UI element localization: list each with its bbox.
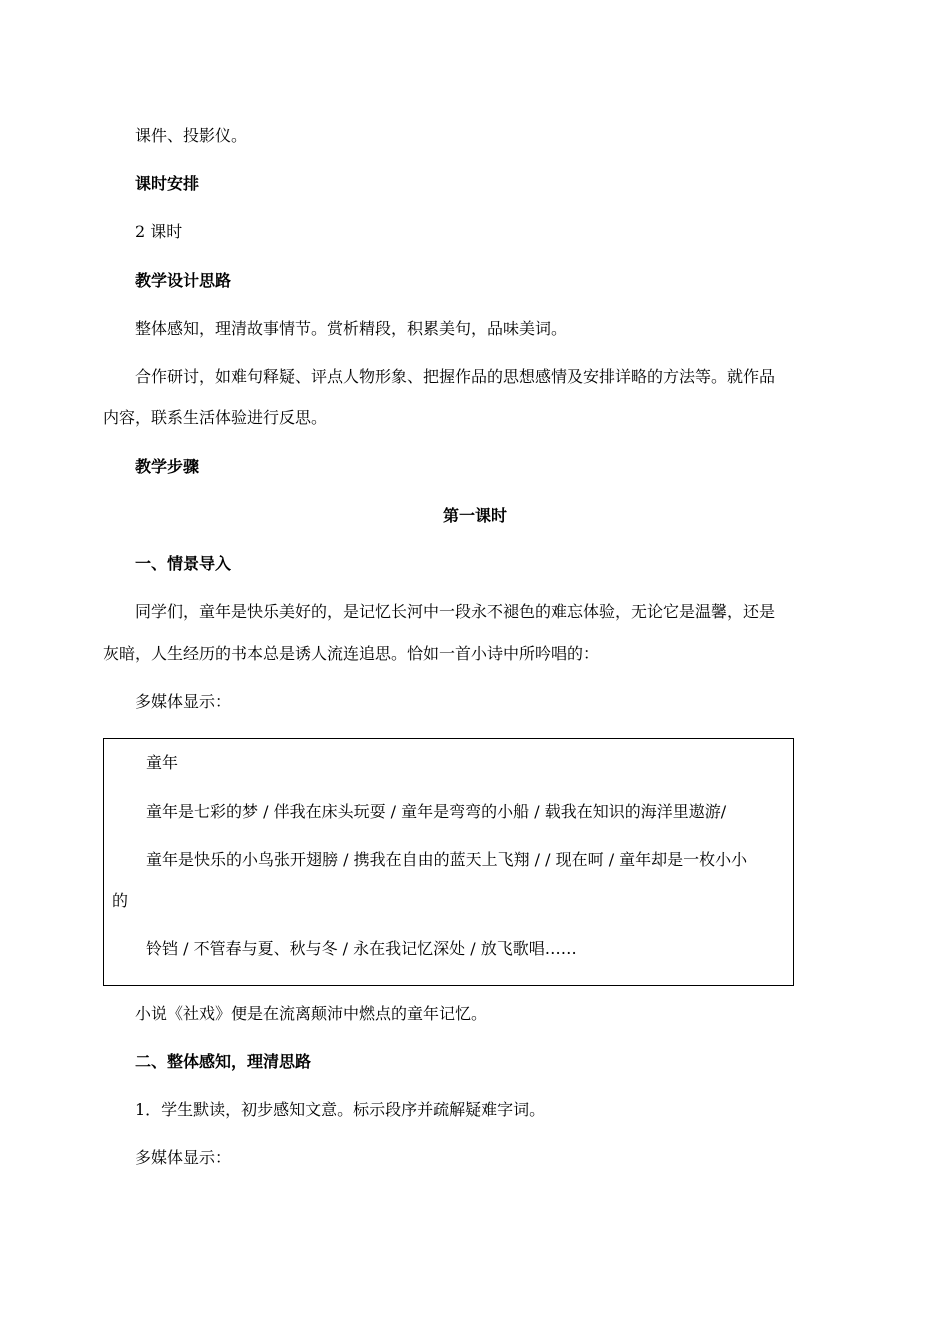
- paragraph-media-1: 多媒体显示：: [135, 692, 232, 711]
- poem-line-1: 童年是七彩的梦 / 伴我在床头玩耍 / 童年是弯弯的小船 / 载我在知识的海洋里遨游/: [146, 802, 727, 821]
- poem-line-2-wrap: 的: [112, 891, 129, 910]
- poem-line-2: 童年是快乐的小鸟张开翅膀 / 携我在自由的蓝天上飞翔 / / 现在呵 / 童年却是一枚小小: [146, 850, 748, 869]
- paragraph-step-1: 1．学生默读，初步感知文意。标示段序并疏解疑难字词。: [135, 1100, 546, 1119]
- heading-design: 教学设计思路: [135, 271, 232, 290]
- paragraph-design-2-line-1: 合作研讨，如难句释疑、评点人物形象、把握作品的思想感情及安排详略的方法等。就作品: [135, 367, 776, 386]
- paragraph-design-2-line-2: 内容，联系生活体验进行反思。: [103, 408, 328, 427]
- paragraph-intro-line-2: 灰暗，人生经历的书本总是诱人流连追思。恰如一首小诗中所吟唱的：: [103, 644, 600, 663]
- paragraph-equipment: 课件、投影仪。: [135, 126, 248, 145]
- heading-schedule: 课时安排: [135, 174, 200, 193]
- paragraph-schedule: 2 课时: [135, 222, 183, 241]
- paragraph-design-1: 整体感知，理清故事情节。赏析精段，积累美句，品味美词。: [135, 319, 568, 338]
- paragraph-media-2: 多媒体显示：: [135, 1148, 232, 1167]
- paragraph-intro-line-1: 同学们，童年是快乐美好的，是记忆长河中一段永不褪色的难忘体验，无论它是温馨，还是: [135, 602, 776, 621]
- poem-line-3: 铃铛 / 不管春与夏、秋与冬 / 永在我记忆深处 / 放飞歌唱……: [146, 939, 577, 958]
- heading-section-2: 二、整体感知，理清思路: [135, 1052, 312, 1071]
- heading-section-1: 一、情景导入: [135, 554, 232, 573]
- paragraph-novel: 小说《社戏》便是在流离颠沛中燃点的童年记忆。: [135, 1004, 488, 1023]
- heading-lesson-1: 第一课时: [442, 506, 507, 525]
- poem-box: [103, 738, 794, 986]
- heading-steps: 教学步骤: [135, 457, 200, 476]
- poem-title: 童年: [146, 753, 179, 772]
